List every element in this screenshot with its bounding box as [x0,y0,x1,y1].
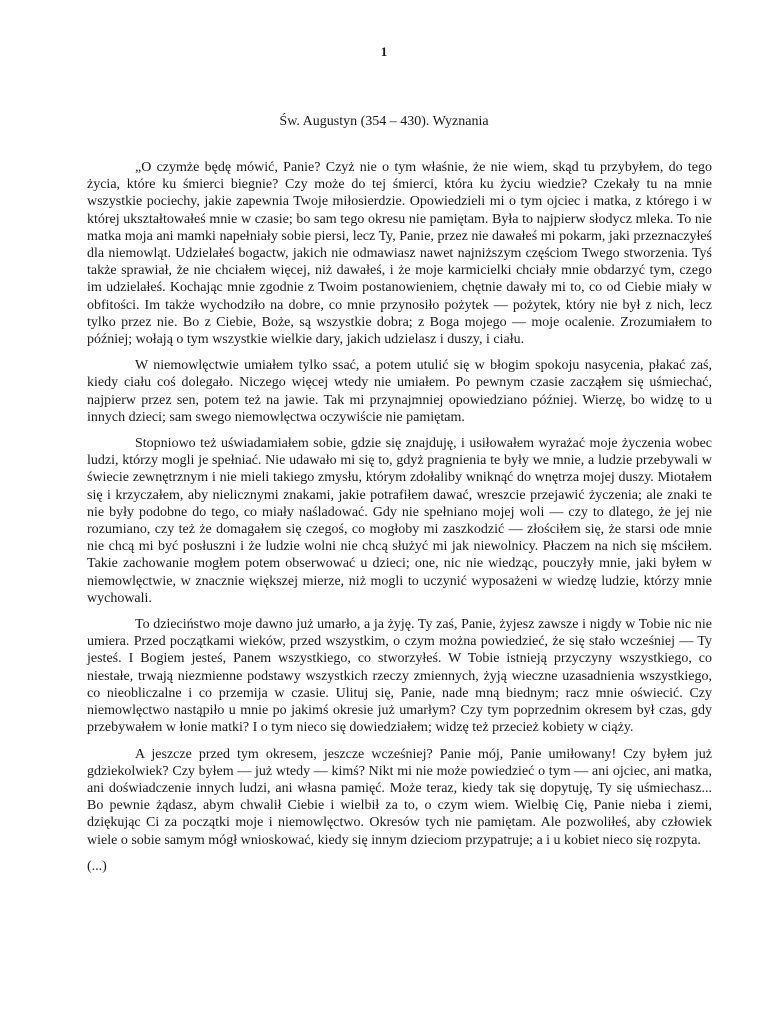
ellipsis-marker: (...) [87,858,107,874]
paragraph-4: To dzieciństwo moje dawno już umarło, a ja żyję. Ty zaś, Panie, żyjesz zawsze i nigdy w Tobie nic nie umiera. Przed początkami wieków, przed wszystkim, o czym można powiedzieć, że się stało wcześniej — Ty jesteś. I Bogiem jesteś, Panem wszystkiego, co stworzyłeś. W Tobie istnieją przyczyny wszystkiego, co niestałe, trwają niezmienne podstawy wszystkich rzeczy zmiennych, żyją wieczne uzasadnienia wszystkiego, co nieobliczalne i co przemija w czasie. Ulituj się, Panie, nade mną biednym; racz mnie oświecić. Czy niemowlęctwo nastąpiło u mnie po jakimś okresie już umarłym? Czy tym poprzednim okresem był czas, gdy przebywałem w łonie matki? I o tym nieco się dowiedziałem; widzę też przecież kobiety w ciąży. [87,617,712,736]
paragraph-5: A jeszcze przed tym okresem, jeszcze wcześniej? Panie mój, Panie umiłowany! Czy byłem już gdziekolwiek? Czy byłem — już wtedy — kimś? Nikt mi nie może powiedzieć o tym — ani ojciec, ani matka, ani doświadczenie innych ludzi, ani własna pamięć. Może teraz, kiedy tak się dopytuję, Ty się uśmiechasz... Bo pewnie żądasz, abym chwalił Ciebie i wielbił za to, o czym wiem. Wielbię Cię, Panie nieba i ziemi, dziękując Ci za początki moje i niemowlęctwo. Okresów tych nie pamiętam. Ale pozwoliłeś, aby człowiek wiele o sobie samym mógł wnioskować, kiedy się innym dzieciom przypatruje; a i u kobiet nieco się rozpyta. [87,746,712,848]
page-number: 1 [380,44,388,59]
paragraph-2: W niemowlęctwie umiałem tylko ssać, a potem utulić się w błogim spokoju nasycenia, płakać zaś, kiedy ciału coś dolegało. Niczego więcej wtedy nie umiałem. Po pewnym czasie zacząłem się uśmiechać, najpierw przez sen, potem też na jawie. Tak mi przynajmniej opowiedziano później. Wierzę, bo widzę to u innych dzieci; sam swego niemowlęctwa oczywiście nie pamiętam. [87,358,712,425]
paragraph-3: Stopniowo też uświadamiałem sobie, gdzie się znajduję, i usiłowałem wyrażać moje życzenia wobec ludzi, którzy mogli je spełniać. Nie udawało mi się to, gdyż pragnienia te były we mnie, a ludzie przebywali w świecie zewnętrznym i nie mieli takiego zmysłu, którym zdołaliby wniknąć do wnętrza mojej duszy. Miotałem się i krzyczałem, aby nielicznymi znakami, jakie potrafiłem dawać, wreszcie przejawić życzenia; ale znaki te nie były podobne do tego, co miały naśladować. Gdy nie spełniano mojej woli — czy to dlatego, że jej nie rozumiano, czy też że domagałem się czegoś, co mogłoby mi zaszkodzić — złościłem się, że starsi ode mnie nie chcą mi być posłuszni i że ludzie wolni nie chcą służyć mi jak niewolnicy. Płaczem na nich się mściłem. Takie zachowanie mogłem potem obserwować u dzieci; one, nic nie wiedząc, pouczyły mnie, jaki byłem w niemowlęctwie, w znacznie większej mierze, niż mogli to uczynić wyposażeni w wiedzę ludzie, którzy mnie wychowali. [87,436,712,606]
body-text [87,159,712,875]
document-title: Św. Augustyn (354 – 430). Wyznania [279,114,489,129]
paragraph-1: „O czymże będę mówić, Panie? Czyż nie o tym właśnie, że nie wiem, skąd tu przybyłem, do tego życia, które ku śmierci biegnie? Czy może do tej śmierci, która ku życiu wiedzie? Czekały tu na mnie wszystkie pociechy, jakie zapewnia Twoje miłosierdzie. Opowiedzieli mi o tym ojciec i matka, z którego i w której ukształtowałeś mnie w czasie; bo sam tego okresu nie pamiętam. Była to najpierw słodycz mleka. To nie matka moja ani mamki napełniały sobie piersi, lecz Ty, Panie, przez nie dawałeś mi pokarm, jaki przeznaczyłeś dla niemowląt. Udzielałeś bogactw, jakich nie odmawiasz nawet najniższym częściom Twego stworzenia. Tyś także sprawiał, że nie chciałem więcej, niż dawałeś, i że moje karmicielki chciały mnie obdarzyć tym, czego im udzielałeś. Kochając mnie zgodnie z Twoim postanowieniem, chętnie dawały mi to, co od Ciebie miały w obfitości. Im także wychodziło na dobre, co mnie przynosiło pożytek — pożytek, który nie był z nich, lecz tylko przez nie. Bo z Ciebie, Boże, są wszystkie dobra; z Boga mojego — moje ocalenie. Zrozumiałem to później; wołają o tym wszystkie wielkie dary, jakich udzielasz i duszy, i ciału. [87,160,712,348]
